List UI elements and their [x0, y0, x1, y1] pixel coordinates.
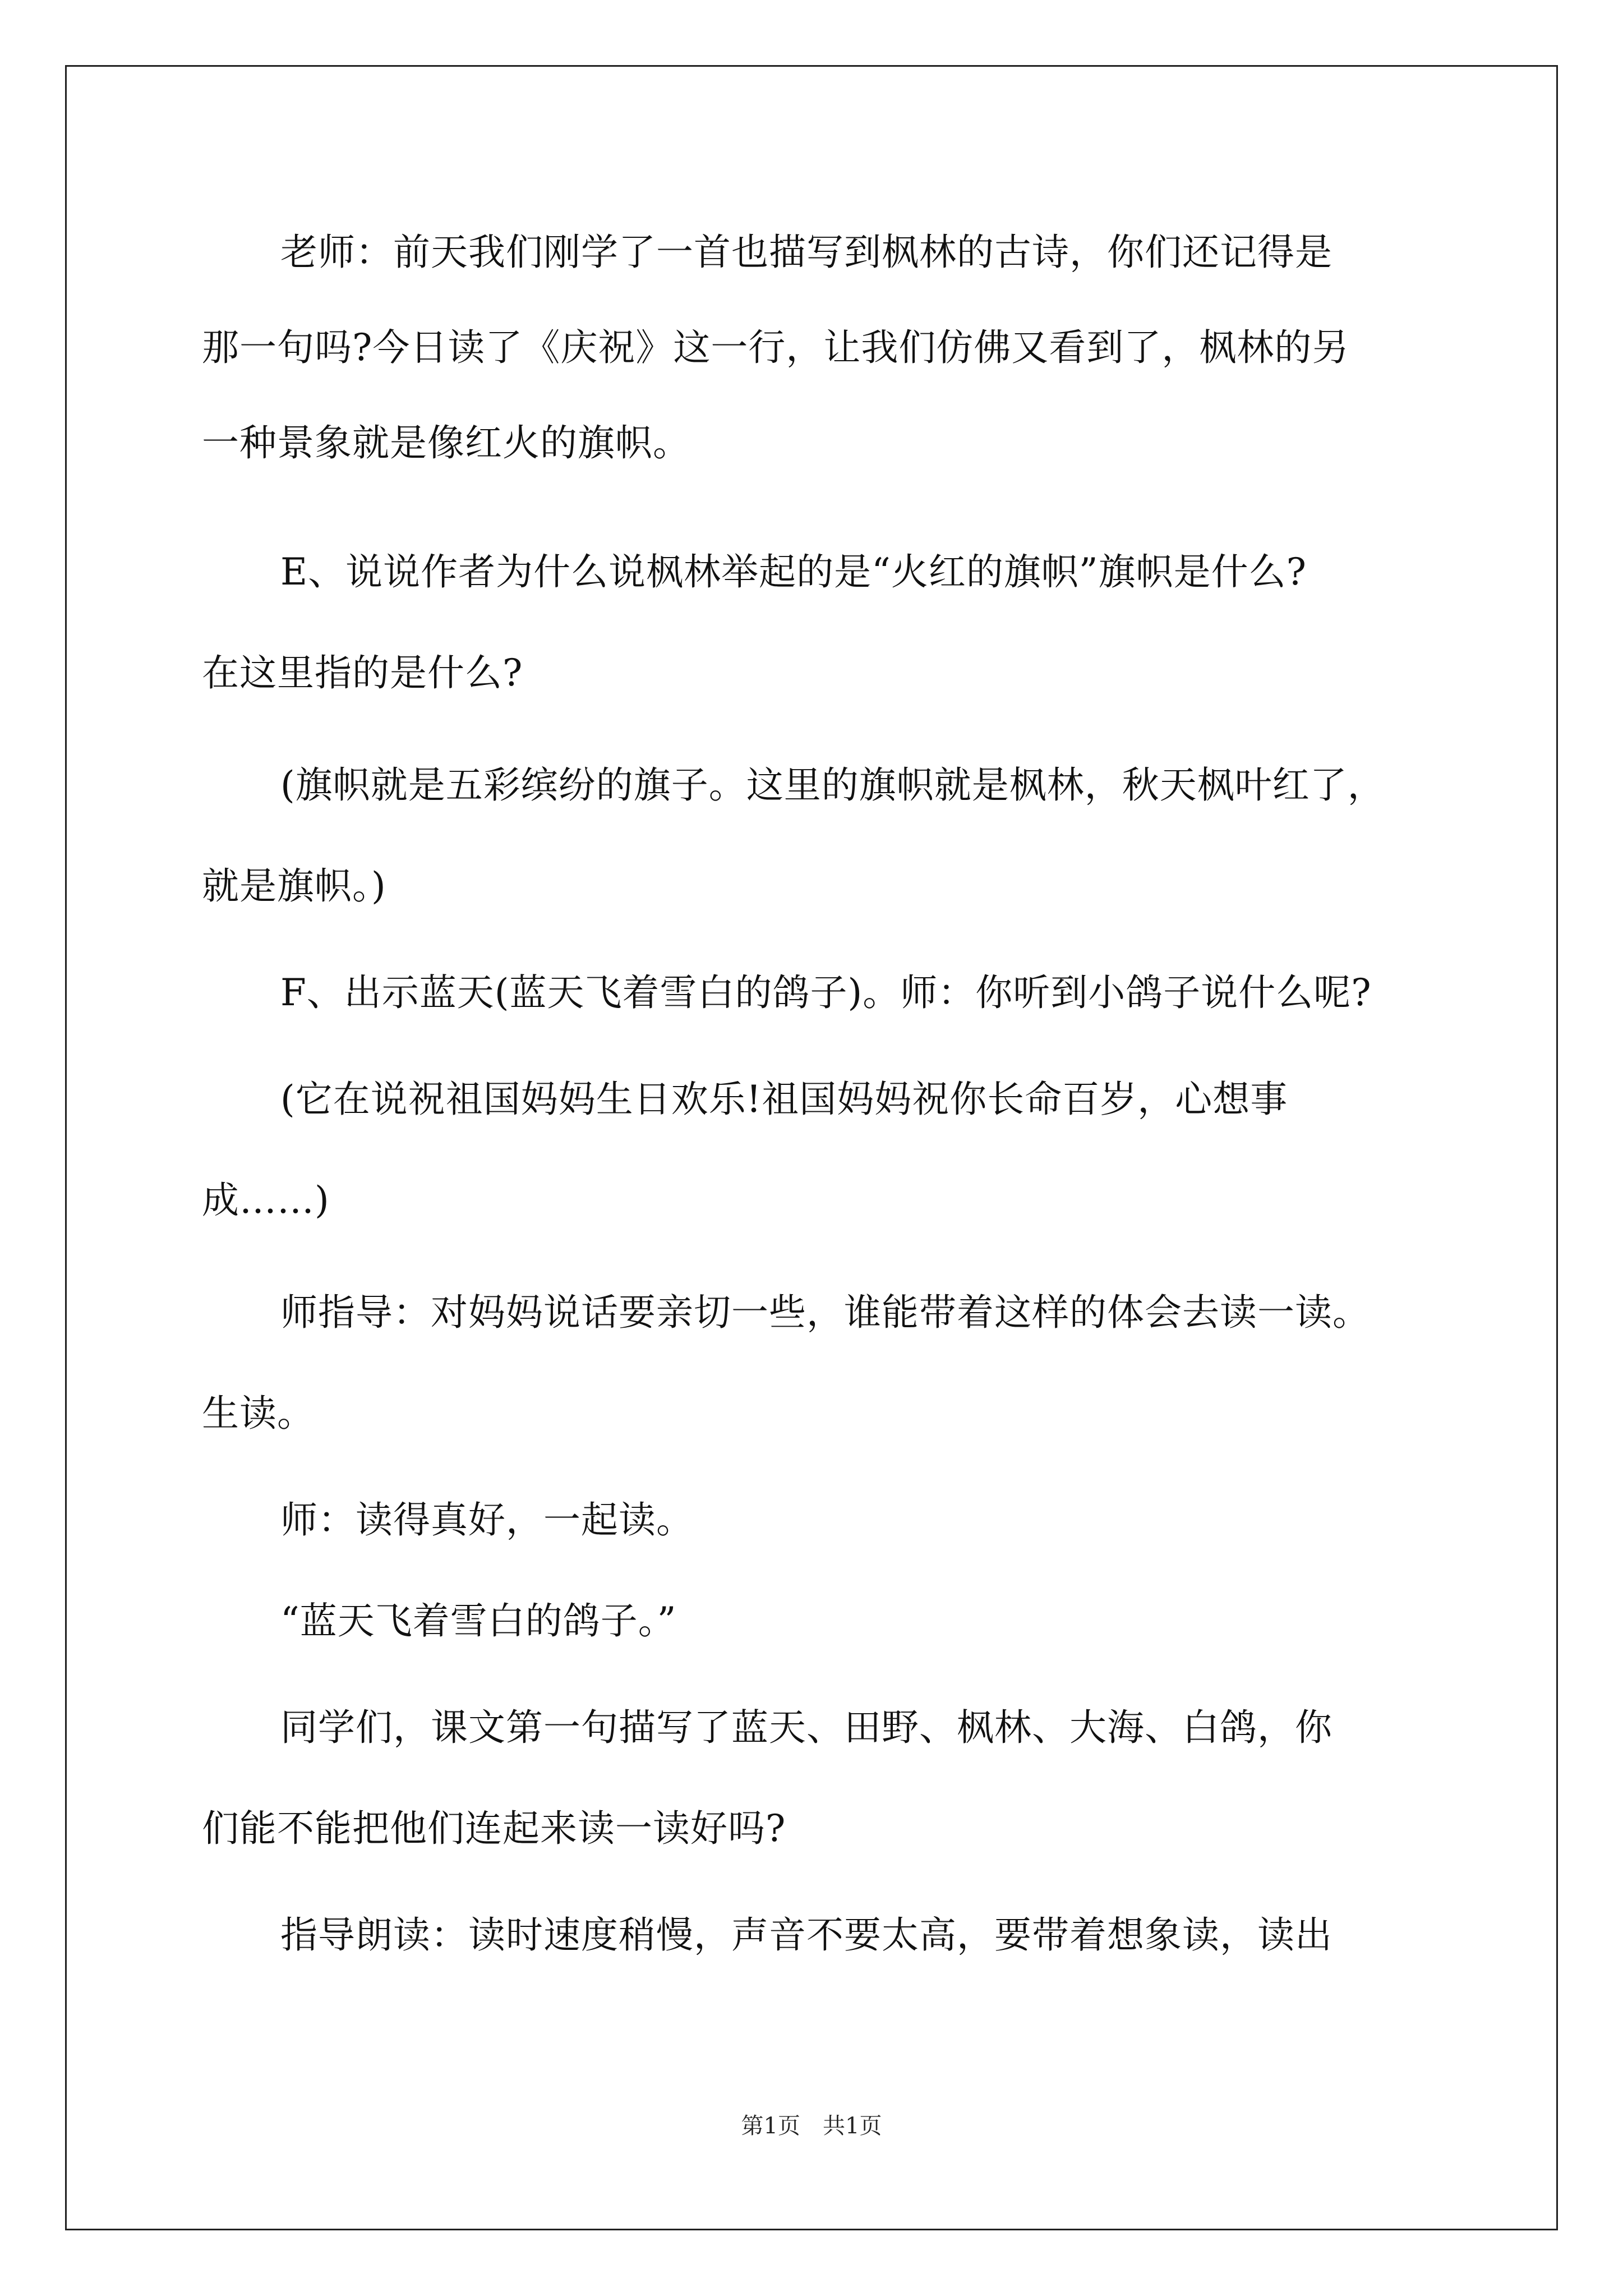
- text-line: 就是旗帜。): [202, 864, 386, 908]
- text-line: 在这里指的是什么?: [202, 651, 523, 694]
- text-line: 老师：前天我们刚学了一首也描写到枫林的古诗，你们还记得是: [280, 231, 1332, 274]
- text-line: F、出示蓝天(蓝天飞着雪白的鸽子)。师：你听到小鸽子说什么呢?: [280, 971, 1372, 1014]
- text-line: 师：读得真好，一起读。: [280, 1498, 694, 1542]
- text-line: 一种景象就是像红火的旗帜。: [202, 421, 690, 464]
- text-line: 师指导：对妈妈说话要亲切一些，谁能带着这样的体会去读一读。: [280, 1291, 1370, 1334]
- text-line: (旗帜就是五彩缤纷的旗子。这里的旗帜就是枫林，秋天枫叶红了，: [280, 763, 1385, 807]
- page-footer: 第1页 共1页: [741, 2113, 882, 2139]
- text-line: 指导朗读：读时速度稍慢，声音不要太高，要带着想象读，读出: [280, 1913, 1332, 1957]
- text-line: (它在说祝祖国妈妈生日欢乐!祖国妈妈祝你长命百岁，心想事: [280, 1078, 1288, 1121]
- text-line: “蓝天飞着雪白的鸽子。”: [280, 1599, 677, 1642]
- text-line: 生读。: [202, 1392, 315, 1435]
- text-line: 那一句吗?今日读了《庆祝》这一行，让我们仿佛又看到了，枫林的另: [202, 326, 1350, 369]
- text-line: 成……): [202, 1179, 330, 1222]
- document-body: [202, 0, 1430, 2165]
- text-line: E、说说作者为什么说枫林举起的是“火红的旗帜”旗帜是什么?: [280, 550, 1307, 593]
- text-line: 同学们，课文第一句描写了蓝天、田野、枫林、大海、白鸽，你: [280, 1706, 1332, 1749]
- text-line: 们能不能把他们连起来读一读好吗?: [202, 1807, 786, 1850]
